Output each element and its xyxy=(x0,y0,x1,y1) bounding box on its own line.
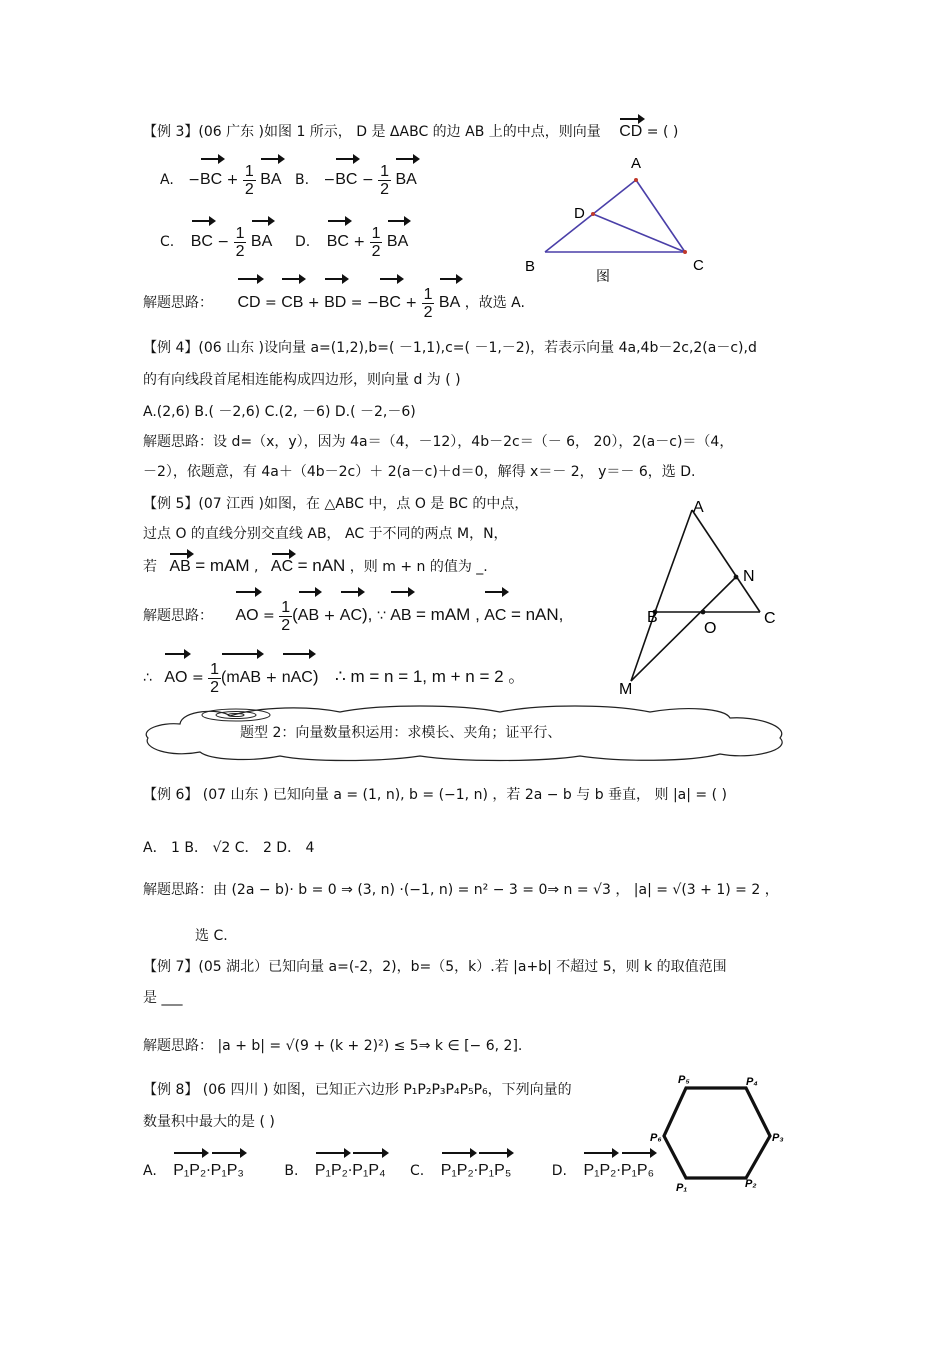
ex6-options: A． 1 B． √2 C． 2 D． 4 xyxy=(143,840,315,856)
den: 2 xyxy=(281,616,291,634)
vector-bc: BC xyxy=(335,162,357,198)
num: 1 xyxy=(235,224,245,242)
option-label: C. xyxy=(410,1163,425,1179)
ex4-options: A.(2,6) B.( －2,6) C.(2, －6) D.( －2,－6) xyxy=(143,404,416,420)
ex4-solution-1: 解题思路：设 d=（x，y），因为 4a＝（4，－12），4b－2c＝（－ 6， 20），2(a－c)＝（4， xyxy=(143,434,734,450)
num: 1 xyxy=(380,162,390,180)
fraction-half xyxy=(422,286,435,321)
label-b: B xyxy=(647,609,658,626)
ex3-option-c xyxy=(160,224,272,260)
label-c: C xyxy=(764,610,776,627)
vector-bc: BC xyxy=(327,224,349,260)
den: 2 xyxy=(380,180,390,198)
label-a: A xyxy=(631,155,642,172)
vector-ba: BA xyxy=(251,224,272,260)
op: ( xyxy=(292,605,298,624)
ex3-solution xyxy=(143,282,525,324)
ex4-solution-2: －2），依题意，有 4a＋（4b－2c）＋ 2(a－c)＋d＝0，解得 x＝－ 2， y＝－ 6，选 D. xyxy=(143,464,696,480)
triangle-amn-figure xyxy=(612,494,792,699)
den: 2 xyxy=(423,303,433,321)
point-a xyxy=(634,178,638,182)
label-c: C xyxy=(693,257,704,274)
op: + xyxy=(226,172,239,188)
vector-bd: BD xyxy=(324,282,346,324)
num: 1 xyxy=(244,162,254,180)
vector-p1p2: P₁P₂ xyxy=(583,1156,616,1186)
fraction-half xyxy=(243,163,256,198)
op: − xyxy=(361,172,374,188)
num: 1 xyxy=(423,285,433,303)
vector-cd: CD xyxy=(619,123,643,140)
fraction-half xyxy=(378,163,391,198)
ex5-line-3-tail: ，则 m + n 的值为 _. xyxy=(349,559,488,575)
op: − xyxy=(323,172,336,188)
ex5-solution-1 xyxy=(143,594,563,637)
op: · xyxy=(473,1163,479,1179)
vector-p1p5: P₁P₅ xyxy=(478,1156,511,1186)
hexagon-figure xyxy=(646,1070,796,1200)
vector-ac: AC xyxy=(340,595,362,637)
label-p5: P₅ xyxy=(678,1074,690,1086)
vector-p1p2: P₁P₂ xyxy=(315,1156,348,1186)
vector-ba: BA xyxy=(260,162,281,198)
ex3-stem xyxy=(143,122,678,142)
label-d: D xyxy=(574,205,585,222)
op: + xyxy=(353,234,366,250)
ex6-solution: 解题思路：由 (2a − b)· b = 0 ⇒ (3, n) ·(−1, n) = n² − 3 = 0⇒ n = √3 ， |a| = √(3 + 1) = 2 ， xyxy=(143,882,779,898)
op: = xyxy=(263,608,275,624)
label-p4: P₄ xyxy=(746,1076,758,1088)
ex4-line-1: 【例 4】(06 山东 )设向量 a=(1,2),b=( －1,1),c=( －1,－2)，若表示向量 4a,4b－2c,2(a－c),d xyxy=(143,340,757,356)
ex5-line-1: 【例 5】(07 江西 )如图，在 △ABC 中，点 O 是 BC 的中点， xyxy=(143,496,529,512)
vector-p1p6: P₁P₆ xyxy=(621,1156,654,1186)
vector-bc: BC xyxy=(200,162,222,198)
line-mn xyxy=(631,577,736,681)
op: ) xyxy=(312,667,319,686)
op: + xyxy=(323,608,336,624)
solution-label: 解题思路： xyxy=(143,608,213,624)
vector-ao: AO xyxy=(164,657,187,699)
vector-ab: AB xyxy=(390,595,411,637)
vector-n-ac: nAC xyxy=(282,657,313,699)
option-label: D. xyxy=(551,1163,567,1179)
figure-caption: 图 xyxy=(596,268,610,284)
option-label: B. xyxy=(284,1163,299,1179)
label-p1: P₁ xyxy=(676,1182,688,1194)
op: − xyxy=(217,234,230,250)
ex3-stem-tail: = ( ) xyxy=(646,124,679,140)
eq-nan: = nAN, xyxy=(510,605,564,624)
cloud-text: 题型 2：向量数量积运用：求模长、夹角；证平行、 xyxy=(240,725,562,741)
eq-nan: = nAN xyxy=(297,556,346,575)
num: 1 xyxy=(281,598,291,616)
ex8-stem-1: 【例 8】 (06 四川 ) 如图，已知正六边形 P₁P₂P₃P₄P₅P₆，下列向量的 xyxy=(143,1082,572,1098)
vector-ab: AB xyxy=(169,558,191,575)
vector-cb: CB xyxy=(281,282,303,324)
op: + xyxy=(265,670,278,686)
ex3-option-a xyxy=(160,162,282,198)
label-a: A xyxy=(693,499,704,516)
label-p3: P₃ xyxy=(772,1132,784,1144)
ex3-option-d xyxy=(295,224,408,260)
op: = xyxy=(350,295,363,311)
vector-bc: BC xyxy=(379,282,401,324)
ex5-line-2: 过点 O 的直线分别交直线 AB， AC 于不同的两点 M，N， xyxy=(143,526,508,542)
vector-ao: AO xyxy=(235,595,258,637)
fraction-half xyxy=(208,661,221,696)
vector-ba: BA xyxy=(395,162,416,198)
option-label: B. xyxy=(295,172,310,188)
vector-ac: AC xyxy=(270,558,294,575)
op: · xyxy=(347,1163,353,1179)
label-n: N xyxy=(743,568,755,585)
word-if: 若 xyxy=(143,559,157,575)
ex6-solution-2: 选 C. xyxy=(195,928,228,944)
triangle-abc-figure xyxy=(515,150,715,285)
ex5-solution-2 xyxy=(143,656,525,699)
eq-mam: = mAM xyxy=(195,556,250,575)
op: + xyxy=(405,295,418,311)
ex7-stem-2: 是 ___ xyxy=(143,990,183,1006)
label-p6: P₆ xyxy=(650,1132,662,1144)
ex4-line-2: 的有向线段首尾相连能构成四边形，则向量 d 为 ( ) xyxy=(143,372,461,388)
ex7-solution: 解题思路： |a + b| = √(9 + (k + 2)²) ≤ 5⇒ k ∈ [− 6, 2]. xyxy=(143,1038,523,1054)
den: 2 xyxy=(371,242,381,260)
den: 2 xyxy=(210,678,220,696)
because-symbol: ∵ xyxy=(376,608,386,624)
vector-ac: AC xyxy=(484,595,506,637)
vector-p1p3: P₁P₃ xyxy=(211,1156,244,1186)
fraction-half xyxy=(279,599,292,634)
ex6-stem: 【例 6】 (07 山东 ) 已知向量 a = (1, n), b = (−1, n) ，若 2a − b 与 b 垂直， 则 |a| = ( ) xyxy=(143,787,727,803)
vector-ab: AB xyxy=(298,595,319,637)
label-o: O xyxy=(704,620,717,637)
ex3-option-b xyxy=(295,162,417,198)
ex5-final: ∴ m = n = 1, m + n = 2 。 xyxy=(334,667,526,686)
label-m: M xyxy=(619,681,633,698)
num: 1 xyxy=(371,224,381,242)
vector-ba: BA xyxy=(387,224,408,260)
ex5-line-3: 若 AB = mAM , AC = nAN ，则 m + n 的值为 _. xyxy=(143,556,488,575)
option-label: C. xyxy=(160,234,175,250)
vector-p1p2: P₁P₂ xyxy=(441,1156,474,1186)
fraction-half xyxy=(370,225,383,260)
ex3-stem-text: 【例 3】(06 广东 )如图 1 所示， D 是 ΔABC 的边 AB 上的中点，则向量 xyxy=(143,124,601,140)
point-o xyxy=(701,610,706,615)
op: = xyxy=(265,295,277,311)
therefore-symbol: ∴ xyxy=(143,670,152,686)
op: ), xyxy=(362,605,373,624)
vector-bc: BC xyxy=(191,224,213,260)
den: 2 xyxy=(235,242,245,260)
op: · xyxy=(206,1163,211,1179)
solution-label: 解题思路： xyxy=(143,295,213,311)
op: = xyxy=(191,670,204,686)
edge-ac xyxy=(692,510,760,612)
ex8-options xyxy=(143,1156,654,1186)
label-p2: P₂ xyxy=(745,1178,757,1190)
op: + xyxy=(307,295,320,311)
vector-p1p4: P₁P₄ xyxy=(352,1156,385,1186)
point-d xyxy=(591,212,595,216)
vector-ba: BA xyxy=(439,282,460,324)
ex8-stem-2: 数量积中最大的是 ( ) xyxy=(143,1114,275,1130)
den: 2 xyxy=(244,180,254,198)
option-label: D. xyxy=(295,234,311,250)
op: − xyxy=(366,295,379,311)
fraction-half xyxy=(234,225,247,260)
solution-tail: ，故选 A. xyxy=(464,295,525,311)
hexagon-shape xyxy=(664,1088,770,1178)
num: 1 xyxy=(210,660,220,678)
eq-mam: = mAM , xyxy=(416,605,480,624)
op: · xyxy=(616,1163,621,1179)
option-label: A. xyxy=(143,1163,157,1179)
ex7-stem: 【例 7】(05 湖北）已知向量 a=(-2，2)，b=（5，k）.若 |a+b| 不超过 5，则 k 的取值范围 xyxy=(143,959,727,975)
edge-ba xyxy=(545,180,636,252)
option-label: A. xyxy=(160,172,174,188)
point-n xyxy=(734,575,739,580)
vector-m-ab: (mAB xyxy=(221,657,261,699)
vector-cd: CD xyxy=(237,282,260,324)
edge-ab xyxy=(655,510,692,612)
label-b: B xyxy=(525,258,536,275)
point-c xyxy=(683,250,687,254)
op: − xyxy=(188,172,200,188)
vector-p1p2: P₁P₂ xyxy=(173,1156,206,1186)
